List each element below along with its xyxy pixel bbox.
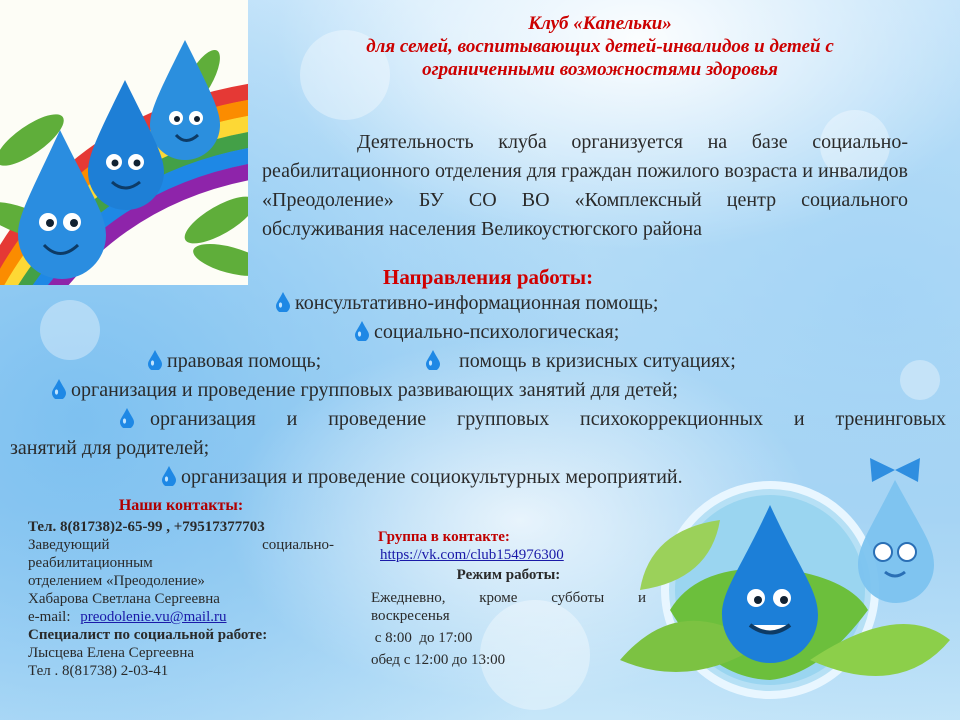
schedule-lunch: обед с 12:00 до 13:00 [371, 652, 506, 668]
water-drop-icon [148, 350, 162, 370]
club-title: Клуб «Капельки» [528, 13, 672, 34]
direction-item [120, 408, 946, 431]
directions-heading: Направления работы: [383, 265, 594, 289]
water-drop-icon [52, 379, 66, 399]
bokeh-circle [40, 300, 100, 360]
direction-item [276, 292, 658, 315]
direction-item-continuation: занятий для родителей; [10, 437, 210, 459]
email-line [28, 608, 334, 626]
schedule-line2: воскресенья [371, 608, 450, 624]
schedule-hours: с 8:00 до 17:00 [371, 630, 473, 646]
direction-item-label: помощь в кризисных ситуациях; [459, 350, 736, 372]
direction-item-label: правовая помощь; [167, 350, 322, 372]
direction-item [148, 350, 321, 373]
direction-item-label: консультативно-информационная помощь; [295, 292, 659, 314]
direction-item-label: социально-психологическая; [374, 321, 620, 343]
group-heading: Группа в контакте: [378, 529, 510, 545]
email-link[interactable]: preodolenie.vu@mail.ru [80, 609, 227, 625]
water-drop-icon [355, 321, 369, 341]
direction-item-label: организация и проведение социокультурных мероприятий. [181, 466, 683, 488]
head-position-line [28, 536, 334, 554]
direction-item [355, 321, 619, 344]
contacts-phone: Тел. 8(81738)2-65-99 , +79517377703 [28, 519, 265, 535]
drop-globe-illustration [600, 440, 960, 720]
club-title-block [250, 12, 950, 81]
water-drop-icon [162, 466, 176, 486]
head-position-line2: реабилитационным [28, 555, 153, 571]
activity-paragraph: Деятельность клуба организуется на базе социально-реабилитационного отделения для граждан пожилого возраста и инвалидов «Преодоление» БУ СО ВО «Комплексный центр социального обслуживания населения Великоустюгского района [262, 131, 908, 240]
drops-rainbow-illustration [0, 0, 248, 285]
contacts-heading: Наши контакты: [118, 497, 244, 514]
vk-group-link[interactable]: https://vk.com/club154976300 [380, 547, 564, 563]
club-subtitle-line1: для семей, воспитывающих детей-инвалидов и детей с [366, 36, 834, 57]
club-subtitle-line2: ограниченными возможностями здоровья [422, 59, 778, 80]
email-label: e-mail: [28, 609, 71, 625]
schedule-line1: Ежедневно, кроме субботы и [371, 590, 646, 606]
water-drop-icon [426, 350, 440, 370]
head-name: Хабарова Светлана Сергеевна [28, 591, 220, 607]
specialist-name: Лысцева Елена Сергеевна [28, 645, 195, 661]
schedule-heading: Режим работы: [456, 567, 561, 583]
contacts-block [28, 497, 334, 680]
water-drop-icon [276, 292, 290, 312]
water-drop-icon [120, 408, 134, 428]
direction-item [426, 350, 736, 373]
bokeh-circle [900, 360, 940, 400]
head-position-line3: отделением «Преодоление» [28, 573, 205, 589]
head-position-word: социально- [262, 537, 334, 553]
direction-item-label: организация и проведение групповых развивающих занятий для детей; [71, 379, 678, 401]
head-position-word: Заведующий [28, 537, 110, 553]
specialist-title: Специалист по социальной работе: [28, 627, 268, 643]
direction-item [52, 379, 678, 402]
specialist-phone: Тел . 8(81738) 2-03-41 [28, 663, 169, 679]
direction-item-label: организация и проведение групповых психокоррекционных и тренинговых [150, 408, 946, 430]
